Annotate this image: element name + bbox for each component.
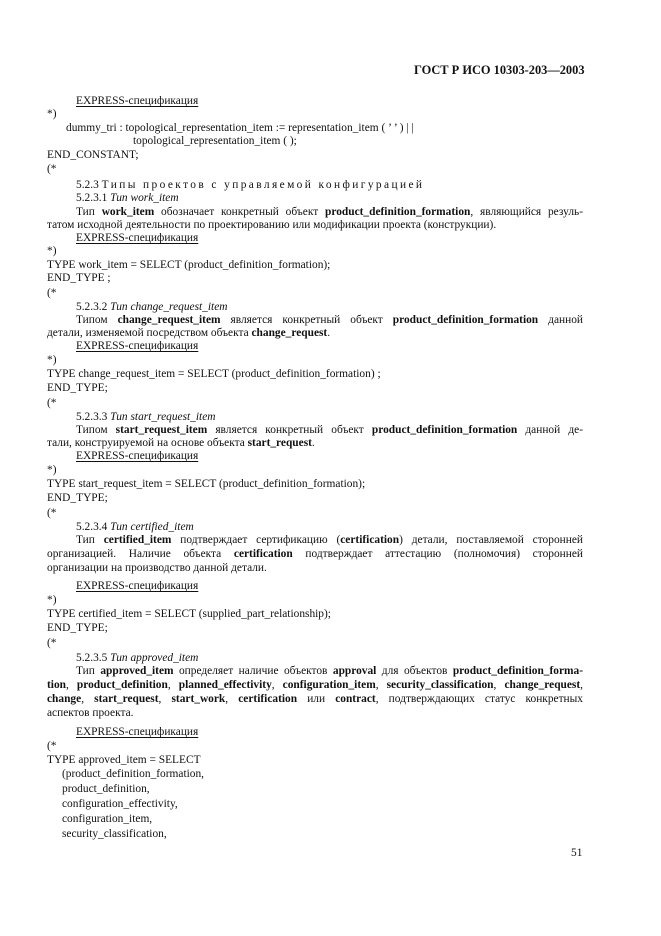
text-run: , <box>375 679 387 691</box>
code-line: *) <box>47 464 57 476</box>
term-approval: approval <box>332 665 377 677</box>
code-line: END_TYPE; <box>47 492 108 504</box>
code-line: (* <box>47 397 57 409</box>
text-run: , <box>493 679 505 691</box>
text-run: данной де- <box>517 424 583 436</box>
express-spec-label: EXPRESS-спецификация <box>76 580 199 592</box>
term-change-request: change_request <box>251 327 328 339</box>
text-run: . <box>311 437 315 449</box>
section-number: 5.2.3 <box>76 179 102 191</box>
code-line: TYPE work_item = SELECT (product_definition_formation); <box>47 259 331 271</box>
text-run: , <box>81 693 95 705</box>
paragraph-line <box>47 436 315 450</box>
code-line: (* <box>47 287 57 299</box>
term-product-definition-formation: product_definition_formation <box>392 314 539 326</box>
term-start-work: start_work <box>171 693 226 705</box>
term-product-definition-formation: tion <box>47 679 66 691</box>
text-run: определяет наличие объектов <box>173 665 333 677</box>
code-line: TYPE start_request_item = SELECT (product_definition_formation); <box>47 478 366 490</box>
term-change: change <box>47 693 82 705</box>
express-spec-label: EXPRESS-спецификация <box>76 95 199 107</box>
section-heading-5-2-3-5 <box>76 651 198 665</box>
code-line: *) <box>47 108 57 120</box>
express-spec-label: EXPRESS-спецификация <box>76 450 199 462</box>
text-run: , <box>225 693 239 705</box>
section-title: Типы проектов с управляемой конфигурацией <box>101 179 425 191</box>
section-title: Тип start_request_item <box>110 411 216 423</box>
paragraph-line <box>47 313 583 327</box>
text-run: организацией. Наличие объекта <box>47 548 234 560</box>
term-configuration-item: configuration_item <box>282 679 376 691</box>
term-work-item: work_item <box>101 206 155 218</box>
term-contract: contract <box>335 693 376 705</box>
code-line: END_TYPE ; <box>47 272 111 284</box>
text-run: , <box>580 679 584 691</box>
express-spec-label: EXPRESS-спецификация <box>76 232 199 244</box>
code-line: *) <box>47 245 57 257</box>
code-line: topological_representation_item ( ); <box>133 135 297 147</box>
term-certification: certification <box>340 534 400 546</box>
paragraph-line <box>47 692 583 706</box>
term-change-request: change_request <box>504 679 581 691</box>
paragraph-line: аспектов проекта. <box>47 707 134 719</box>
code-line: (* <box>47 507 57 519</box>
text-run: , <box>158 693 172 705</box>
paragraph-line: организации на производство данной детали. <box>47 562 267 574</box>
text-run: тали, конструируемой на основе объекта <box>47 437 248 449</box>
section-title: Тип work_item <box>110 192 179 204</box>
text-run: , являющийся резуль- <box>470 206 584 218</box>
text-run: детали, изменяемой посредством объекта <box>47 327 252 339</box>
code-line: TYPE approved_item = SELECT <box>47 754 201 766</box>
text-run: данной <box>538 314 583 326</box>
paragraph-line: татом исходной деятельности по проектированию или модификации проекта (конструкции). <box>47 219 497 231</box>
text-run: ) детали, поставляемой сторонней <box>399 534 583 546</box>
section-title: Тип certified_item <box>110 521 194 533</box>
section-heading-5-2-3-2 <box>76 300 227 314</box>
express-spec-label: EXPRESS-спецификация <box>76 340 199 352</box>
paragraph-line <box>47 547 583 561</box>
express-spec-label: EXPRESS-спецификация <box>76 726 199 738</box>
text-run: Типом <box>76 314 118 326</box>
text-run: является конкретный объект <box>207 424 372 436</box>
term-change-request-item: change_request_item <box>117 314 221 326</box>
section-heading-5-2-3-3 <box>76 410 215 424</box>
term-approved-item: approved_item <box>100 665 174 677</box>
code-line: TYPE change_request_item = SELECT (product_definition_formation) ; <box>47 368 381 380</box>
text-run: Тип <box>76 534 104 546</box>
term-certification: certification <box>233 548 293 560</box>
document-header-title: ГОСТ Р ИСО 10303-203—2003 <box>414 63 585 77</box>
code-line: END_CONSTANT; <box>47 149 139 161</box>
section-number: 5.2.3.5 <box>76 652 111 664</box>
section-number: 5.2.3.2 <box>76 301 111 313</box>
text-run: для объектов <box>376 665 453 677</box>
paragraph-line <box>47 326 330 340</box>
term-product-definition-formation: product_definition_formation <box>325 206 471 218</box>
code-line: (* <box>47 163 57 175</box>
paragraph-line <box>47 533 583 547</box>
section-number: 5.2.3.4 <box>76 521 111 533</box>
text-run: , подтверждающих статус конкретных <box>375 693 583 705</box>
text-run: является конкретный объект <box>220 314 393 326</box>
term-certified-item: certified_item <box>103 534 172 546</box>
code-line: END_TYPE; <box>47 382 108 394</box>
code-line: (* <box>47 740 57 752</box>
text-run: Тип <box>76 665 101 677</box>
code-line: END_TYPE; <box>47 622 108 634</box>
term-start-request: start_request <box>247 437 312 449</box>
text-run: , <box>271 679 283 691</box>
section-title: Тип change_request_item <box>110 301 228 313</box>
code-line: (product_definition_formation, <box>62 768 205 780</box>
code-line: security_classification, <box>62 828 167 840</box>
term-certification: certification <box>238 693 298 705</box>
page-number: 51 <box>571 847 583 859</box>
code-line: configuration_item, <box>62 813 153 825</box>
text-run: или <box>297 693 336 705</box>
code-line: configuration_effectivity, <box>62 798 178 810</box>
section-heading-5-2-3 <box>76 178 424 192</box>
code-line: *) <box>47 594 57 606</box>
paragraph-line <box>47 423 583 437</box>
text-run: , <box>66 679 77 691</box>
code-line: *) <box>47 354 57 366</box>
term-product-definition-formation: product_definition_forma- <box>452 665 583 677</box>
text-run: , <box>167 679 179 691</box>
section-title: Тип approved_item <box>110 652 199 664</box>
text-run: Типом <box>76 424 116 436</box>
code-line: (* <box>47 637 57 649</box>
text-run: обозначает конкретный объект <box>154 206 326 218</box>
term-planned-effectivity: planned_effectivity <box>178 679 272 691</box>
text-run: подтверждает аттестацию (полномочия) сторонней <box>292 548 583 560</box>
term-security-classification: security_classification <box>386 679 494 691</box>
paragraph-line <box>47 664 583 678</box>
section-number: 5.2.3.1 <box>76 192 111 204</box>
text-run: подтверждает сертификацию ( <box>171 534 341 546</box>
term-product-definition-formation: product_definition_formation <box>371 424 518 436</box>
term-product-definition: product_definition <box>76 679 168 691</box>
section-heading-5-2-3-1 <box>76 191 179 205</box>
text-run: . <box>327 327 331 339</box>
section-number: 5.2.3.3 <box>76 411 111 423</box>
term-start-request-item: start_request_item <box>115 424 208 436</box>
paragraph-line <box>47 205 583 219</box>
code-line: dummy_tri : topological_representation_item := representation_item ( ’ ’ ) | | <box>66 122 414 134</box>
section-heading-5-2-3-4 <box>76 520 194 534</box>
code-line: product_definition, <box>62 783 150 795</box>
term-start-request: start_request <box>94 693 159 705</box>
code-line: TYPE certified_item = SELECT (supplied_part_relationship); <box>47 608 331 620</box>
text-run: Тип <box>76 206 102 218</box>
paragraph-line <box>47 678 583 692</box>
